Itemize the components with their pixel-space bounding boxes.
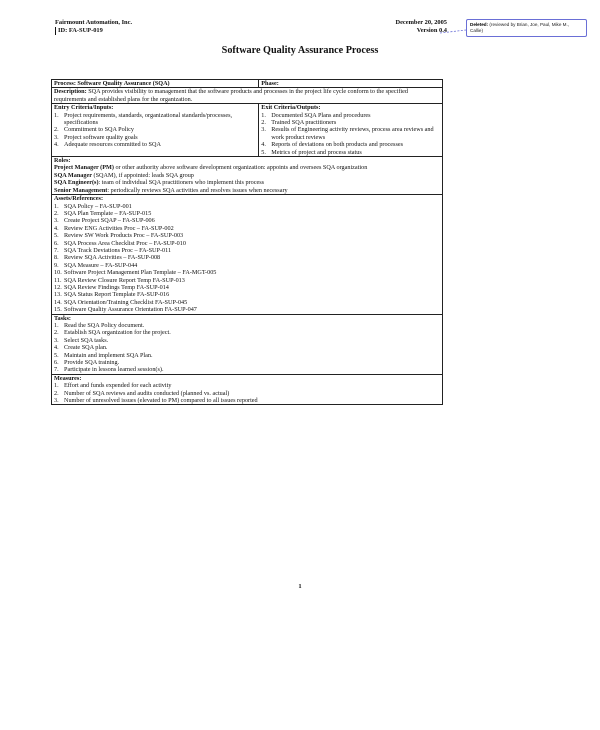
page-number: 1 xyxy=(298,583,302,590)
role-item: SQA Engineer(s): team of individual SQA practitioners who implement this process xyxy=(54,179,265,187)
page-title: Software Quality Assurance Process xyxy=(221,45,379,56)
exit-criteria-cell xyxy=(259,104,443,157)
measures-list xyxy=(54,382,440,404)
list-item: 1. Read the SQA Policy document. xyxy=(54,322,145,329)
list-item: 4. Create SQA plan. xyxy=(54,344,108,352)
measures-row xyxy=(52,374,443,405)
roles-heading: Roles: xyxy=(54,157,71,165)
comment-label: Deleted: xyxy=(470,22,489,27)
description-label: Description: xyxy=(54,88,87,96)
list-item: 5. Maintain and implement SQA Plan. xyxy=(54,351,153,359)
list-item: 2. Commitment to SQA Policy xyxy=(54,126,134,134)
list-item: 6. SQA Process Area Checklist Proc – FA-SUP-010 xyxy=(54,239,186,247)
list-item: 3. Number of unresolved issues (elevated to PM) compared to all issues reported xyxy=(54,397,258,405)
header-right xyxy=(365,19,447,35)
list-item: 9. SQA Measure – FA-SUP-044 xyxy=(54,261,138,269)
assets-row xyxy=(52,195,443,315)
list-item: 7. SQA Track Deviations Proc – FA-SUP-011 xyxy=(54,246,172,254)
role-item: Project Manager (PM) or other authority above software development organization: appoints and oversees SQA organization xyxy=(54,164,368,172)
roles-cell xyxy=(52,157,443,195)
comment-text: (reviewed by Brian, Joe, Paul, Mike M., Callie) xyxy=(470,22,570,33)
list-item: 5. Review SW Work Products Proc – FA-SUP-003 xyxy=(54,232,184,240)
list-item: 2. Establish SQA organization for the project. xyxy=(54,329,171,337)
description-text: SQA provides visibility to management that the software products and processes in the project life cycle conform to the specified requirements and established plans for the organization. xyxy=(54,88,408,103)
tasks-row xyxy=(52,314,443,374)
list-item: 3. Select SQA tasks. xyxy=(54,336,109,344)
list-item: 2. SQA Plan Template – FA-SUP-015 xyxy=(54,209,152,217)
document-date: December 20, 2005 xyxy=(395,19,447,26)
role-item: SQA Manager (SQAM), if appointed: leads SQA group xyxy=(54,171,194,179)
list-item: 13. SQA Status Report Template FA-SUP-016 xyxy=(54,291,170,299)
entry-criteria-heading: Entry Criteria/Inputs: xyxy=(54,104,114,112)
list-item: 15. Software Quality Assurance Orientation FA-SUP-047 xyxy=(54,306,197,314)
list-item: 3. Results of Engineering activity reviews, process area reviews and work product reviews xyxy=(261,126,434,141)
criteria-row xyxy=(52,104,443,157)
list-item: 2. Trained SQA practitioners xyxy=(261,119,337,127)
exit-criteria-heading: Exit Criteria/Outputs: xyxy=(261,104,321,112)
comment-connector xyxy=(440,29,468,35)
exit-criteria-list xyxy=(261,112,440,156)
company-name: Fairmount Automation, Inc. xyxy=(55,19,133,26)
entry-criteria-list xyxy=(54,112,256,149)
process-name-cell: Process: Software Quality Assurance (SQA) xyxy=(52,80,259,88)
list-item: 5. Metrics of project and process status xyxy=(261,148,362,156)
change-bar xyxy=(55,27,56,35)
list-item: 3. Project software quality goals xyxy=(54,133,138,141)
list-item: 1. Effort and funds expended for each activity xyxy=(54,382,172,390)
assets-heading: Assets/References: xyxy=(54,195,104,203)
list-item: 12. SQA Review Findings Temp FA-SUP-014 xyxy=(54,283,169,291)
tasks-list xyxy=(54,322,440,374)
description-row xyxy=(52,88,443,104)
roles-row xyxy=(52,157,443,195)
list-item: 4. Reports of deviations on both products and processes xyxy=(261,141,404,149)
revision-comment-balloon[interactable] xyxy=(466,19,587,37)
list-item: 11. SQA Review Closure Report Temp FA-SUP-013 xyxy=(54,276,185,284)
process-table xyxy=(51,79,443,405)
list-item: 4. Adequate resources committed to SQA xyxy=(54,141,161,149)
list-item: 8. Review SQA Activities – FA-SUP-008 xyxy=(54,254,161,262)
measures-heading: Measures: xyxy=(54,374,82,382)
list-item: 3. Create Project SQAP – FA-SUP-006 xyxy=(54,217,155,225)
measures-cell xyxy=(52,374,443,405)
document-id: ID: FA-SUP-019 xyxy=(58,27,103,34)
tasks-heading: Tasks: xyxy=(54,314,71,322)
description-cell xyxy=(52,88,443,104)
role-item: Senior Management: periodically reviews SQA activities and resolves issues when necessary xyxy=(54,186,288,194)
phase-cell: Phase: xyxy=(259,80,443,88)
tasks-cell xyxy=(52,314,443,374)
list-item: 7. Participate in lessons learned session(s). xyxy=(54,366,164,374)
list-item: 10. Software Project Management Plan Template – FA-MGT-005 xyxy=(54,269,217,277)
list-item: 2. Number of SQA reviews and audits conducted (planned vs. actual) xyxy=(54,389,230,397)
list-item: 4. Review ENG Activities Proc – FA-SUP-002 xyxy=(54,224,174,232)
list-item: 6. Provide SQA training. xyxy=(54,359,120,367)
assets-cell xyxy=(52,195,443,315)
document-version: Version 0.4 xyxy=(416,27,447,34)
list-item: 1. Project requirements, standards, organizational standards/processes, specifications xyxy=(54,111,233,127)
entry-criteria-cell xyxy=(52,104,259,157)
header-left xyxy=(55,19,132,35)
list-item: 14. SQA Orientation/Training Checklist FA-SUP-045 xyxy=(54,298,188,306)
process-row xyxy=(52,80,443,88)
list-item: 1. SQA Policy – FA-SUP-001 xyxy=(54,202,132,210)
list-item: 1. Documented SQA Plans and procedures xyxy=(261,111,371,119)
assets-list xyxy=(54,203,440,314)
